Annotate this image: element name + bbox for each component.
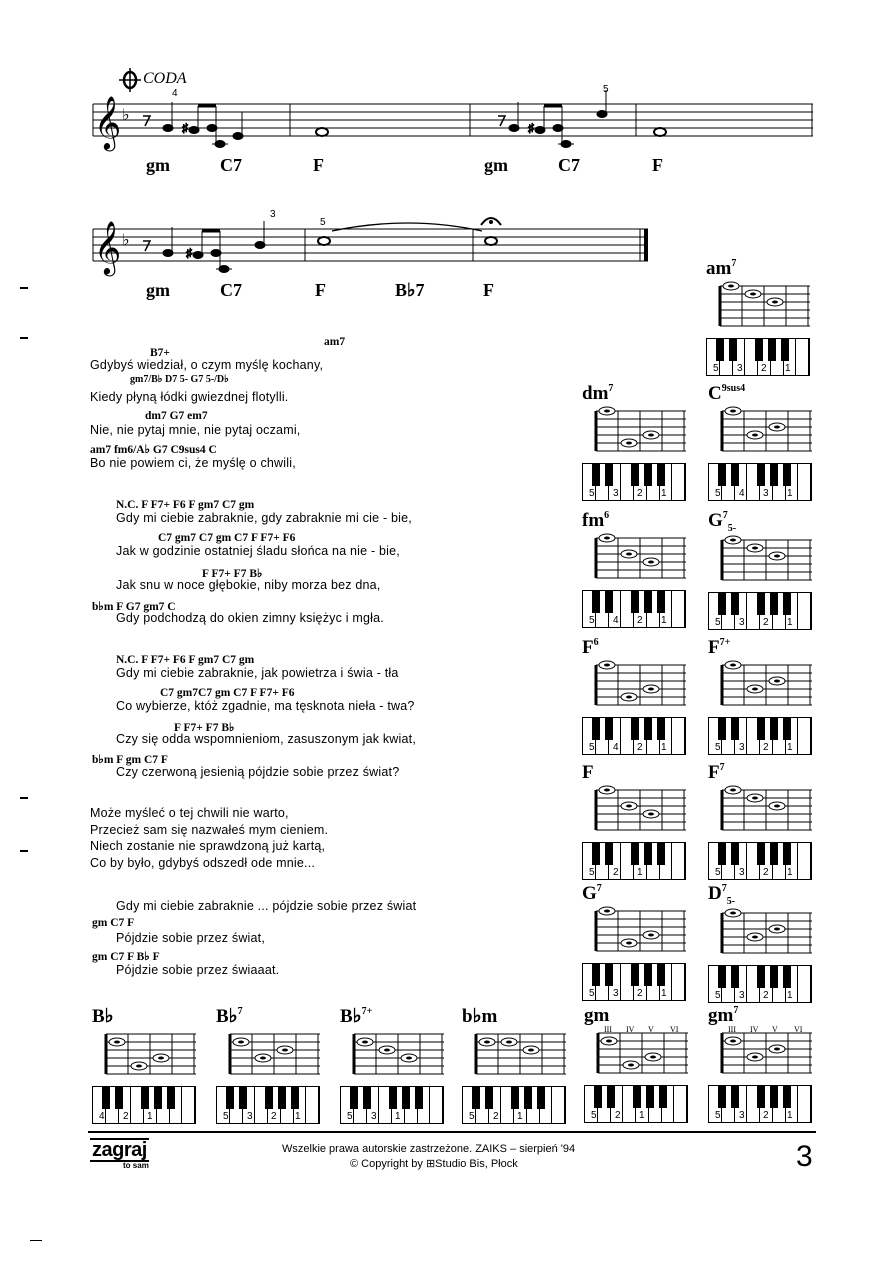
chord-line: gm7/B♭ D7 5- G7 5-/D♭ [130,374,229,385]
chord-diagram [706,258,814,376]
finger-number: 1 [787,742,793,753]
finger-number: 5 [589,742,595,753]
finger-number: 2 [271,1111,277,1122]
finger-number: 2 [637,615,643,626]
lyric-line: Jak snu w noce głębokie, niby morza bez dna, [116,578,381,592]
margin-mark [20,850,28,852]
margin-mark [20,287,28,289]
finger-number: 1 [517,1111,523,1122]
chord-diagram-name: $G^7$ [582,883,602,904]
finger-number: 2 [123,1111,129,1122]
finger-number: 1 [295,1111,301,1122]
finger-number: 1 [787,867,793,878]
lyric-line: Pójdzie sobie przez świaaat. [116,963,280,977]
chord-line: N.C. F F7+ F6 F gm7 C7 gm [116,499,255,511]
lyric-line: Bo nie powiem ci, że myślę o chwili, [90,456,296,470]
piano-keyboard-icon [706,338,810,376]
chord-line: C7 gm7 C7 gm C7 F F7+ F6 [158,532,296,544]
finger-number: 2 [763,616,769,628]
finger-number: 2 [637,488,643,499]
finger-number: 3 [371,1111,377,1122]
chord-line: B7+ [150,347,170,359]
finger-number: 5 [347,1111,353,1122]
lyric-line: Co by było, gdybyś odszedł ode mnie... [90,856,316,870]
finger-number: 4 [613,615,619,626]
lyric-line: Może myśleć o tej chwili nie warto, [90,806,289,820]
fingering: 5 [603,84,609,95]
guitar-fretboard-icon [582,532,690,588]
svg-text:♯: ♯ [182,121,188,135]
finger-number: 5 [715,488,721,499]
fret-number: III [728,1025,736,1034]
finger-number: 5 [715,989,721,1001]
guitar-fretboard-icon [708,907,816,963]
finger-number: 4 [613,742,619,753]
finger-number: 2 [613,867,619,878]
piano-keyboard-icon [708,1085,812,1123]
chord-diagram-name: B♭$^{7+}$ [340,1006,373,1027]
chord-diagram-name: $am^7$ [706,258,737,279]
lyric-line: Jak w godzinie ostatniej śladu słońca na nie - bie, [116,544,400,558]
piano-keyboard-icon [708,717,812,755]
finger-number: 2 [763,989,769,1001]
staff-chord: F [313,155,324,175]
piano-keyboard-icon [340,1086,444,1124]
zagraj-logo: zagraj to sam [92,1139,149,1170]
margin-mark [20,797,28,799]
chord-diagram [582,762,690,880]
staff-chord: C7 [558,155,580,175]
finger-number: 2 [637,988,643,999]
finger-number: 2 [493,1111,499,1122]
lyric-line: Niech zostanie nie sprawdzoną już kartą, [90,839,326,853]
chord-diagram-name: $dm^7$ [582,383,614,404]
finger-number: 2 [763,742,769,753]
finger-number: 1 [661,615,667,626]
chord-diagram [582,637,690,755]
piano-keyboard-icon [582,463,686,501]
chord-diagram-name: $gm^7$ [708,1005,739,1026]
guitar-fretboard-icon [708,784,816,840]
guitar-fretboard-icon [708,1027,816,1083]
staff-chord: F [315,280,326,300]
svg-text:♯: ♯ [186,246,192,260]
guitar-fretboard-icon [584,1027,692,1083]
finger-number: 4 [99,1111,105,1122]
chord-diagram [708,762,816,880]
footer-rule [88,1131,816,1133]
finger-number: 1 [661,488,667,499]
finger-number: 5 [715,616,721,628]
chord-diagram [708,383,816,501]
finger-number: 1 [661,742,667,753]
flat-icon: ♭ [122,107,130,124]
piano-keyboard-icon [462,1086,566,1124]
finger-number: 2 [763,867,769,878]
chord-diagram [216,1005,324,1124]
chord-diagram-name: $F^{7+}$ [708,637,731,658]
lyric-line: Czy czerwoną jesienią pójdzie sobie przez świat? [116,765,400,779]
finger-number: 1 [637,867,643,878]
finger-number: 2 [761,363,767,374]
lyric-line: Gdy mi ciebie zabraknie ... pójdzie sobie przez świat [116,899,417,913]
piano-keyboard-icon [92,1086,196,1124]
piano-keyboard-icon [582,963,686,1001]
finger-number: 5 [589,615,595,626]
piano-keyboard-icon [582,842,686,880]
chord-diagram [708,1005,816,1123]
chord-line: b♭m F G7 gm7 C [92,601,176,613]
staff-chord: gm [146,155,170,175]
chord-line: am7 fm6/A♭ G7 C9sus4 C [90,444,217,456]
music-staff-2 [88,205,658,290]
lyric-line: Nie, nie pytaj mnie, nie pytaj oczami, [90,423,301,437]
chord-line: b♭m F gm C7 F [92,754,168,766]
finger-number: 1 [787,616,793,628]
finger-number: 5 [223,1111,229,1122]
chord-diagram [708,510,816,630]
staff-chord: C7 [220,280,242,300]
chord-line: C7 gm7C7 gm C7 F F7+ F6 [160,687,295,699]
chord-diagram-name: b♭m [462,1006,498,1027]
lyric-line: Gdy podchodzą do okien zimny księżyc i mgła. [116,611,384,625]
fingering: 5 [320,217,326,228]
lyric-line: Co wybierze, któż zgadnie, ma tęsknota nieła - twa? [116,699,415,713]
finger-number: 3 [739,989,745,1001]
staff-chord: B♭7 [395,280,425,300]
finger-number: 3 [247,1111,253,1122]
fret-number: VI [670,1025,679,1034]
staff-chord: F [483,280,494,300]
finger-number: 1 [787,1110,793,1121]
fret-number: III [604,1025,612,1034]
chord-line: N.C. F F7+ F6 F gm7 C7 gm [116,654,255,666]
lyric-line: Gdybyś wiedział, o czym myślę kochany, [90,358,324,372]
page-number: 3 [796,1140,813,1173]
finger-number: 3 [739,616,745,628]
finger-number: 1 [661,988,667,999]
staff-chord: gm [146,280,170,300]
chord-line: gm C7 F B♭ F [92,951,160,963]
guitar-fretboard-icon [708,659,816,715]
fret-number: IV [626,1025,635,1034]
chord-diagram [340,1005,448,1124]
chord-diagram [462,1005,570,1124]
finger-number: 5 [589,867,595,878]
guitar-fretboard-icon [708,534,816,590]
chord-diagram-name: $F^6$ [582,637,599,658]
chord-diagram [708,883,816,1003]
finger-number: 5 [589,988,595,999]
piano-keyboard-icon [216,1086,320,1124]
finger-number: 3 [737,363,743,374]
lyric-line: Gdy mi ciebie zabraknie, jak powietrza i świa - tła [116,666,399,680]
treble-clef-icon: 𝄞 [94,221,122,273]
finger-number: 2 [637,742,643,753]
chord-line: F F7+ F7 B♭ [174,722,235,734]
lyric-line: Kiedy płyną łódki gwiezdnej flotylli. [90,390,289,404]
chord-line: am7 [324,336,346,348]
guitar-fretboard-icon [216,1028,324,1084]
finger-number: 1 [639,1110,645,1121]
coda-label: CODA [143,70,187,87]
finger-number: 5 [713,363,719,374]
fret-number: V [648,1025,654,1034]
chord-diagram-name: $F^7$ [708,762,725,783]
chord-diagram [582,883,690,1001]
svg-text:♯: ♯ [528,121,534,135]
finger-number: 5 [589,488,595,499]
guitar-fretboard-icon [92,1028,200,1084]
chord-diagram [708,637,816,755]
chord-diagram [584,1005,692,1123]
finger-number: 1 [395,1111,401,1122]
fingering: 3 [270,209,276,220]
finger-number: 1 [147,1111,153,1122]
chord-diagram-name: B♭$^7$ [216,1006,243,1027]
chord-diagram-name: $D^7_{5-}$ [708,883,736,907]
chord-diagram-name: gm [584,1005,610,1026]
finger-number: 5 [715,742,721,753]
finger-number: 3 [739,742,745,753]
finger-number: 2 [615,1110,621,1121]
finger-number: 3 [739,1110,745,1121]
guitar-fretboard-icon [582,659,690,715]
finger-number: 3 [763,488,769,499]
piano-keyboard-icon [584,1085,688,1123]
chord-diagram-name: $fm^6$ [582,510,610,531]
staff-chord: C7 [220,155,242,175]
chord-diagram [582,383,690,501]
finger-number: 5 [715,1110,721,1121]
chord-diagram-name: F [582,762,594,783]
finger-number: 1 [785,363,791,374]
guitar-fretboard-icon [582,784,690,840]
music-staff-1 [88,80,818,170]
guitar-fretboard-icon [582,405,690,461]
margin-mark [20,337,28,339]
piano-keyboard-icon [708,463,812,501]
staff-chord: gm [484,155,508,175]
finger-number: 3 [613,988,619,999]
guitar-fretboard-icon [582,905,690,961]
finger-number: 4 [739,488,745,499]
finger-number: 1 [787,488,793,499]
piano-keyboard-icon [708,592,812,630]
fret-number: V [772,1025,778,1034]
guitar-fretboard-icon [708,405,816,461]
chord-diagram-name: B♭ [92,1006,114,1027]
piano-keyboard-icon [582,590,686,628]
guitar-fretboard-icon [706,280,814,336]
chord-line: gm C7 F [92,917,135,929]
finger-number: 3 [613,488,619,499]
margin-mark [30,1240,42,1241]
flat-icon: ♭ [122,232,130,249]
lyric-line: Gdy mi ciebie zabraknie, gdy zabraknie mi cie - bie, [116,511,412,525]
guitar-fretboard-icon [340,1028,448,1084]
finger-number: 3 [739,867,745,878]
finger-number: 5 [591,1110,597,1121]
fret-number: VI [794,1025,803,1034]
staff-chord: F [652,155,663,175]
piano-keyboard-icon [708,842,812,880]
piano-keyboard-icon [582,717,686,755]
chord-line: dm7 G7 em7 [145,410,208,422]
guitar-fretboard-icon [462,1028,570,1084]
rights-text: Wszelkie prawa autorskie zastrzeżone. ZAIKS – sierpień '94 [282,1143,576,1155]
fingering: 4 [172,88,178,99]
chord-diagram-name: $G^7_{5-}$ [708,510,737,534]
chord-diagram [92,1005,200,1124]
fret-number: IV [750,1025,759,1034]
treble-clef-icon: 𝄞 [94,96,122,148]
lyric-line: Czy się odda wspomnieniom, zasuszonym jak kwiat, [116,732,416,746]
chord-diagram [582,510,690,628]
finger-number: 5 [469,1111,475,1122]
chord-diagram-name: $C^{9sus4}$ [708,383,746,404]
finger-number: 5 [715,867,721,878]
copyright-text: © Copyright by ⊞Studio Bis, Płock [350,1158,518,1170]
finger-number: 2 [763,1110,769,1121]
lyric-line: Pójdzie sobie przez świat, [116,931,266,945]
piano-keyboard-icon [708,965,812,1003]
finger-number: 1 [787,989,793,1001]
lyric-line: Przecież sam się nazwałeś mym cieniem. [90,823,329,837]
chord-line: F F7+ F7 B♭ [202,568,263,580]
